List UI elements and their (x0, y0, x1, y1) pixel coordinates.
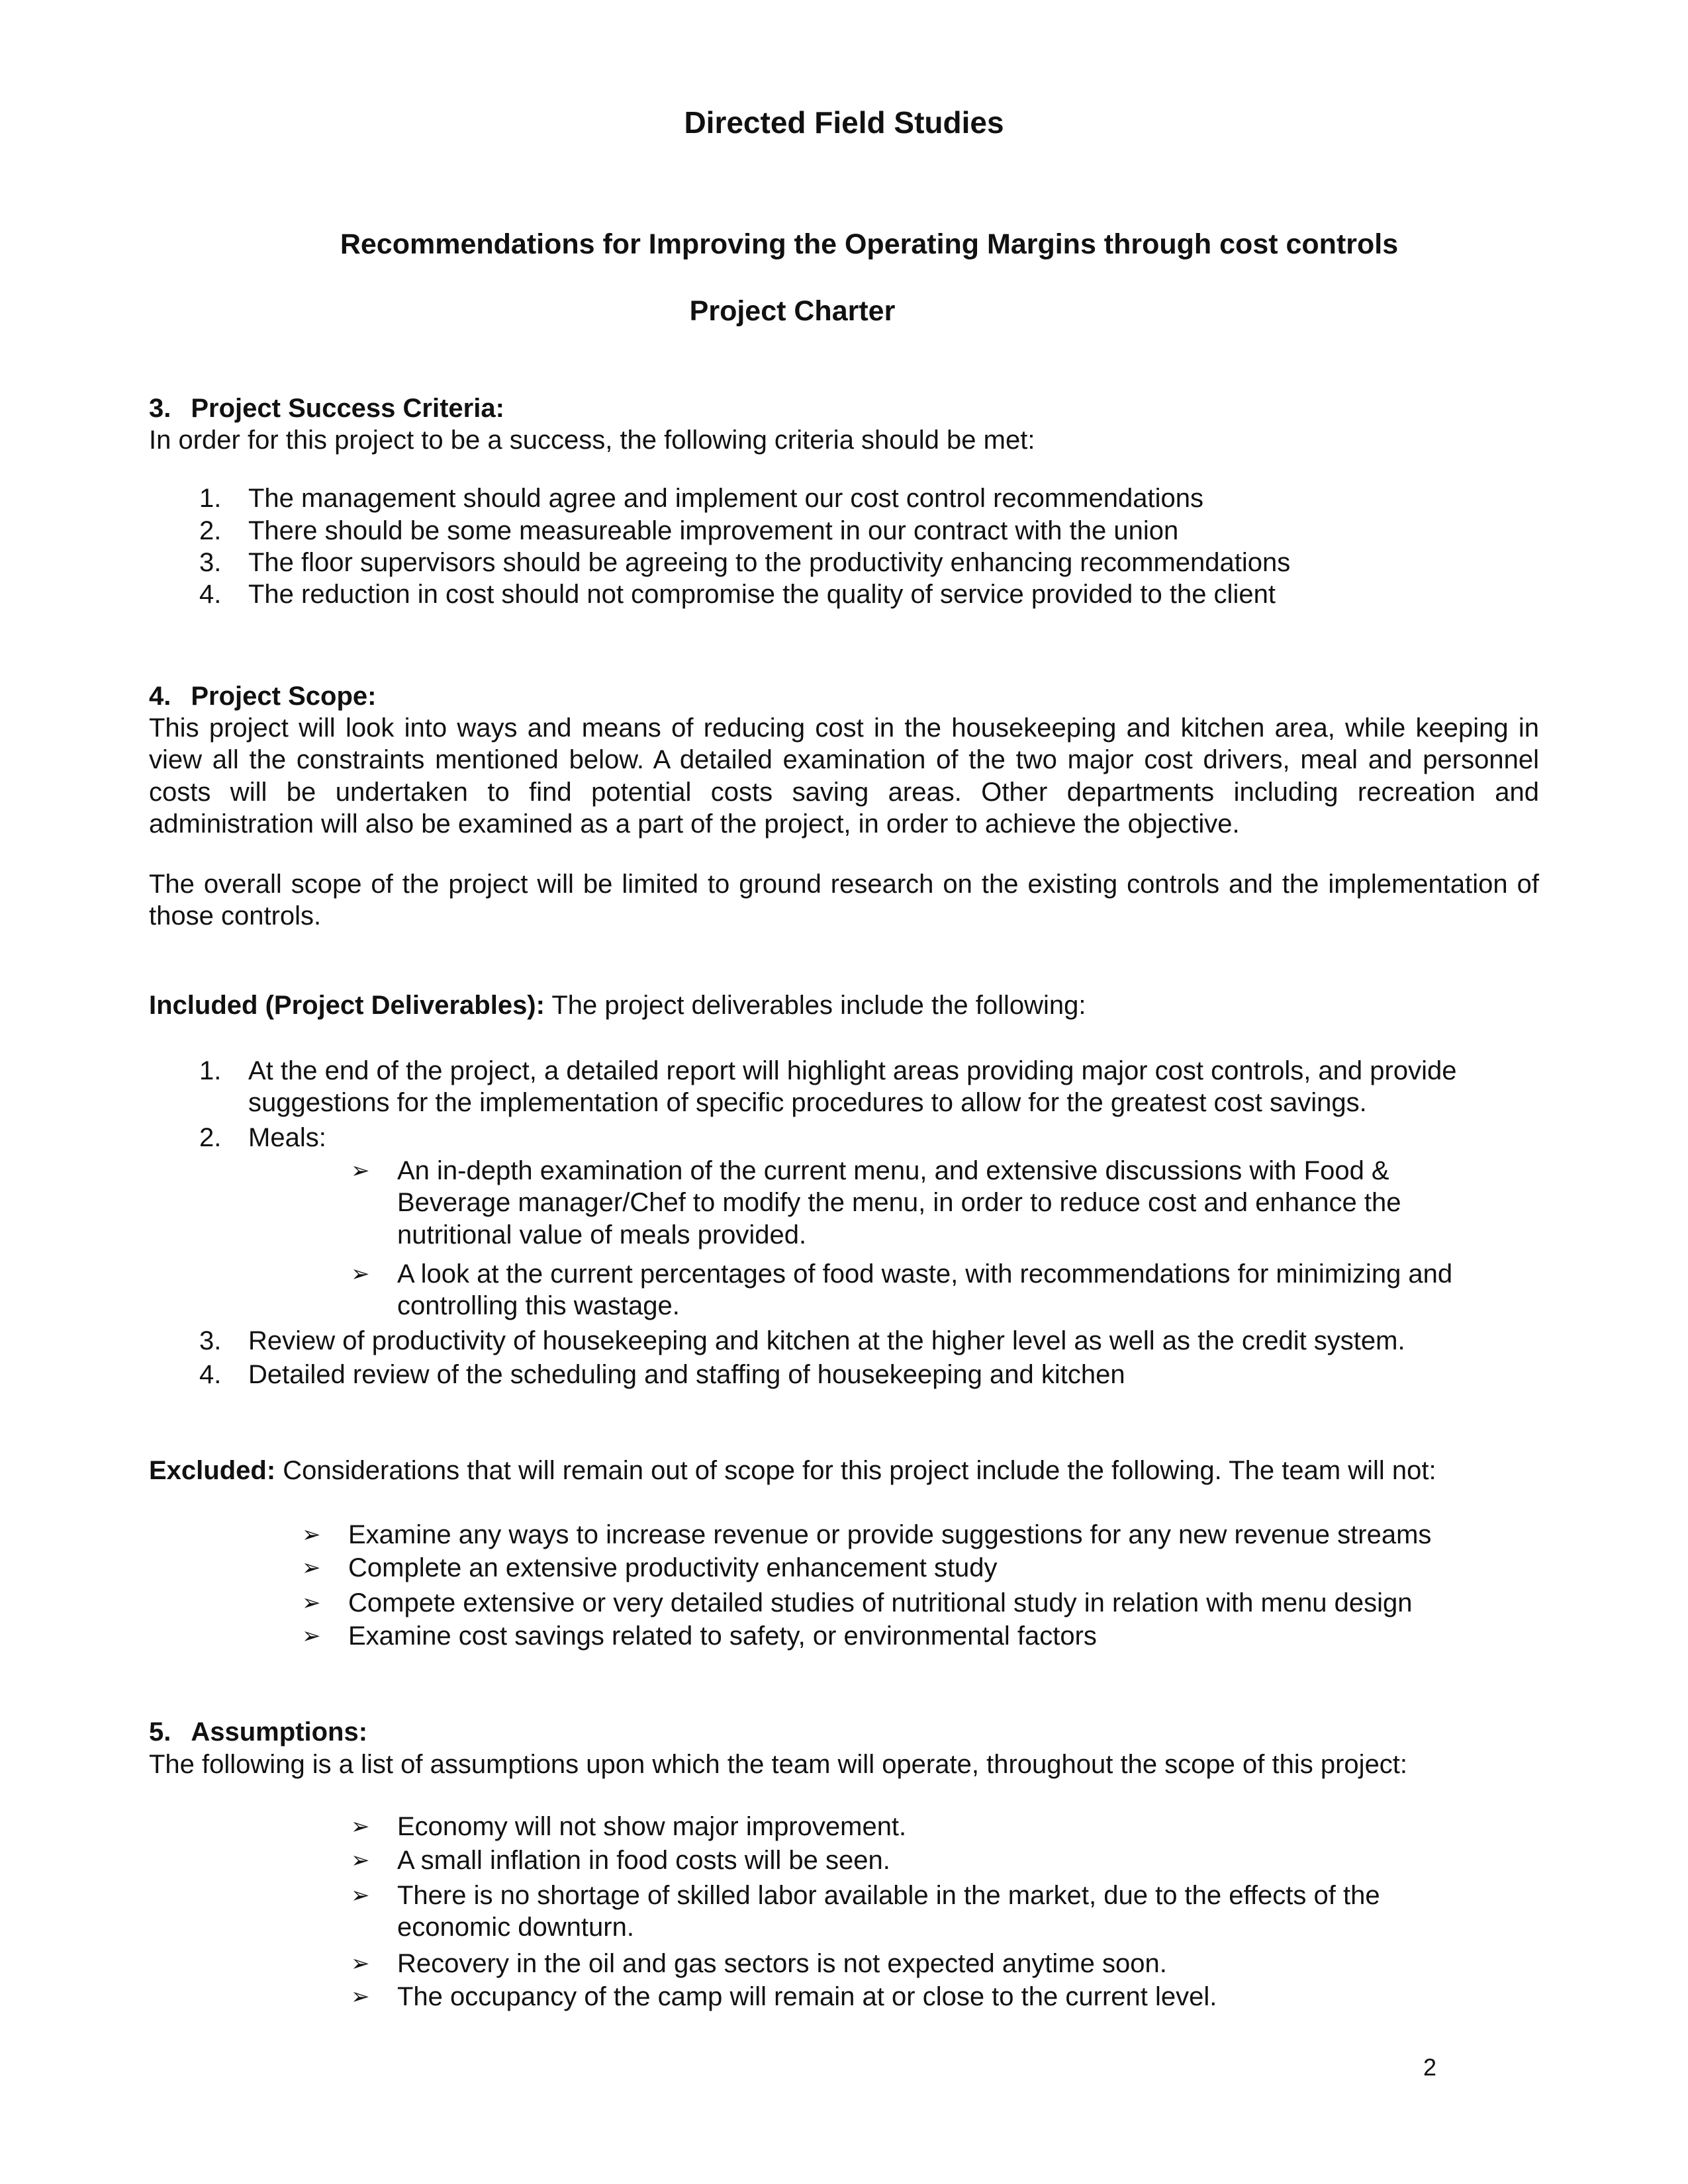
included-label: Included (Project Deliverables): (149, 991, 545, 1020)
heading-text: Assumptions: (191, 1717, 368, 1747)
section-5-heading (149, 1716, 367, 1748)
arrow-bullet-icon: ➢ (302, 1590, 321, 1615)
arrow-bullet-icon: ➢ (351, 1984, 370, 2009)
bullet-text: Recovery in the oil and gas sectors is not expected anytime soon. (397, 1949, 1167, 1978)
item-number: 3. (199, 1326, 222, 1355)
bullet-text: Examine cost savings related to safety, or environmental factors (348, 1621, 1097, 1651)
item-text: The floor supervisors should be agreeing to the productivity enhancing recommendations (248, 548, 1291, 577)
item-number: 1. (199, 1056, 222, 1085)
arrow-bullet-icon: ➢ (351, 1848, 370, 1873)
item-number: 3. (199, 548, 222, 577)
arrow-bullet-icon: ➢ (351, 1883, 370, 1908)
document-subtitle: Recommendations for Improving the Operating Margins through cost controls (340, 228, 1399, 260)
bullet-text: Examine any ways to increase revenue or provide suggestions for any new revenue streams (348, 1520, 1432, 1549)
bullet-text: Complete an extensive productivity enhancement study (348, 1553, 998, 1582)
heading-number: 5. (149, 1717, 171, 1747)
item-number: 4. (199, 1360, 222, 1389)
scope-limit-paragraph: The overall scope of the project will be limited to ground research on the existing controls and the implementation of those controls. (149, 870, 1539, 931)
item-text: Review of productivity of housekeeping and kitchen at the higher level as well as the credit system. (248, 1326, 1405, 1355)
document-type: Project Charter (689, 295, 896, 327)
heading-text: Project Success Criteria: (191, 394, 504, 423)
arrow-bullet-icon: ➢ (302, 1555, 321, 1580)
page-number: 2 (1423, 2054, 1437, 2081)
item-text: The management should agree and implement our cost control recommendations (248, 484, 1204, 513)
excluded-label: Excluded: (149, 1456, 276, 1485)
section-4-heading (149, 680, 376, 712)
included-text: The project deliverables include the following: (544, 991, 1086, 1020)
bullet-text: A look at the current percentages of food waste, with recommendations for minimizing and controlling this wastage. (397, 1259, 1453, 1321)
arrow-bullet-icon: ➢ (351, 1814, 370, 1839)
bullet-text: There is no shortage of skilled labor available in the market, due to the effects of the economic downturn. (397, 1881, 1380, 1942)
included-intro (149, 989, 1086, 1021)
excluded-intro (149, 1455, 1436, 1486)
arrow-bullet-icon: ➢ (302, 1623, 321, 1649)
item-number: 4. (199, 580, 222, 609)
arrow-bullet-icon: ➢ (351, 1951, 370, 1976)
heading-number: 3. (149, 394, 171, 423)
arrow-bullet-icon: ➢ (351, 1261, 370, 1287)
section-5-intro: The following is a list of assumptions upon which the team will operate, throughout the scope of this project: (149, 1750, 1408, 1779)
item-number: 1. (199, 484, 222, 513)
section-3-intro: In order for this project to be a success, the following criteria should be met: (149, 426, 1035, 455)
arrow-bullet-icon: ➢ (351, 1158, 370, 1183)
excluded-text: Considerations that will remain out of scope for this project include the following. The team will not: (275, 1456, 1436, 1485)
item-text: At the end of the project, a detailed report will highlight areas providing major cost controls, and provide suggestions for the implementation of specific procedures to allow for the greatest cost savings. (248, 1056, 1457, 1118)
item-text: There should be some measureable improvement in our contract with the union (248, 516, 1179, 545)
document-title: Directed Field Studies (684, 105, 1004, 140)
bullet-text: An in-depth examination of the current menu, and extensive discussions with Food & Beverage manager/Chef to modify the menu, in order to reduce cost and enhance the nutritional value of meals provided. (397, 1156, 1401, 1250)
scope-paragraph: This project will look into ways and means of reducing cost in the housekeeping and kitchen area, while keeping in view all the constraints mentioned below. A detailed examination of the two major cost drivers, meal and personnel costs will be undertaken to find potential costs saving areas. Other departments including recreation and administration will also be examined as a part of the project, in order to achieve the objective. (149, 713, 1539, 839)
item-text: Detailed review of the scheduling and staffing of housekeeping and kitchen (248, 1360, 1125, 1389)
bullet-text: A small inflation in food costs will be seen. (397, 1846, 890, 1875)
bullet-text: Compete extensive or very detailed studies of nutritional study in relation with menu design (348, 1588, 1413, 1617)
bullet-text: Economy will not show major improvement. (397, 1812, 907, 1841)
heading-number: 4. (149, 682, 171, 711)
item-text: The reduction in cost should not compromise the quality of service provided to the client (248, 580, 1276, 609)
heading-text: Project Scope: (191, 682, 377, 711)
item-number: 2. (199, 516, 222, 545)
section-3-heading (149, 392, 504, 424)
bullet-text: The occupancy of the camp will remain at or close to the current level. (397, 1982, 1217, 2011)
item-number: 2. (199, 1123, 222, 1152)
arrow-bullet-icon: ➢ (302, 1522, 321, 1547)
item-text: Meals: (248, 1123, 326, 1152)
